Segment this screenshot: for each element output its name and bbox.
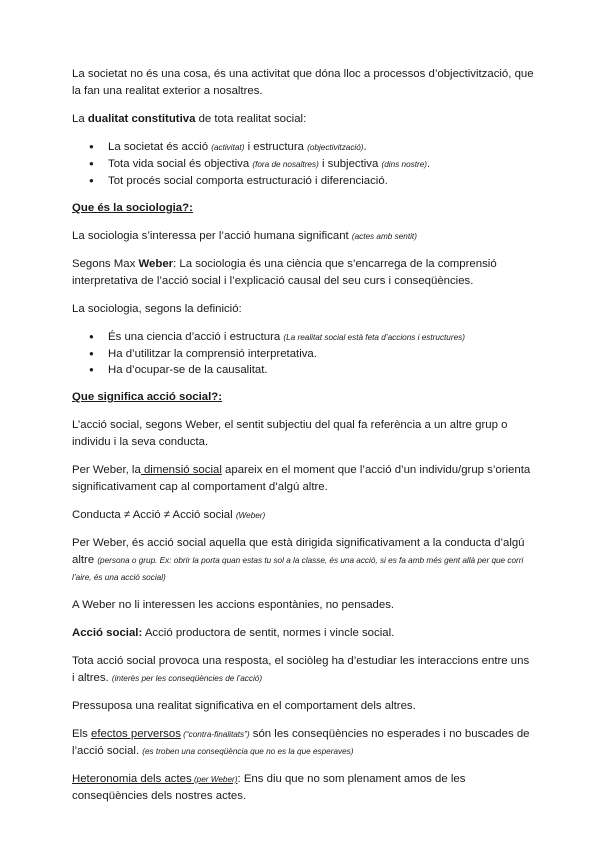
list-dualitat xyxy=(72,139,534,189)
list-item: ● Tot procés social comporta estructuració i diferenciació. xyxy=(108,173,534,189)
document-page xyxy=(72,66,534,816)
list-definicio xyxy=(72,329,534,378)
heading-sociologia: Que és la sociologia?: xyxy=(72,202,193,214)
paragraph-efectos-perversos: Els efectos perversos (“contra-finalitats”) són les conseqüències no esperades i no buscades de l’acció social. (es troben una conseqüència que no es la que esperaves) xyxy=(72,728,530,757)
paragraph-definicio-accio-social: Acció social: Acció productora de sentit, normes i vincle social. xyxy=(72,627,395,639)
bold-weber: Weber xyxy=(138,258,174,270)
paragraph-pressuposa: Pressuposa una realitat significativa en el comportament dels altres. xyxy=(72,700,416,712)
underlined-efectos-perversos: efectos perversos xyxy=(91,728,181,740)
paragraph-definicio: La sociologia, segons la definició: xyxy=(72,303,242,315)
paragraph-societat: La societat no és una cosa, és una activitat que dóna lloc a processos d’objectivització, que la fan una realitat exterior a nosaltres. xyxy=(72,68,534,97)
underlined-heteronomia: Heteronomia dels actes (per Weber) xyxy=(72,773,238,785)
list-item: ● La societat és acció (activitat) i estructura (objectivització). xyxy=(108,139,534,156)
paragraph-conducta: Conducta ≠ Acció ≠ Acció social (Weber) xyxy=(72,509,266,521)
bold-accio-social: Acció social: xyxy=(72,627,143,639)
bold-dualitat: dualitat constitutiva xyxy=(87,113,196,125)
list-item: ● Ha d’ocupar-se de la causalitat. xyxy=(108,362,534,378)
paragraph-weber-definicio: Segons Max Weber: La sociologia és una ciència que s’encarrega de la comprensió interpretativa de l’acció social i l’explicació causal del seu curs i conseqüències. xyxy=(72,258,497,287)
list-item: ● Ha d’utilitzar la comprensió interpretativa. xyxy=(108,346,534,362)
paragraph-dualitat: La dualitat constitutiva de tota realitat social: xyxy=(72,113,307,125)
paragraph-heteronomia: Heteronomia dels actes (per Weber): Ens diu que no som plenament amos de les conseqüències dels nostres actes. xyxy=(72,773,466,802)
list-item: ● Tota vida social és objectiva (fora de nosaltres) i subjectiva (dins nostre). xyxy=(108,156,534,173)
paragraph-interes: La sociologia s’interessa per l’acció humana significant (actes amb sentit) xyxy=(72,230,417,242)
list-item: ● És una ciencia d’acció i estructura (La realitat social està feta d’accions i estructures) xyxy=(108,329,534,346)
paragraph-resposta: Tota acció social provoca una resposta, el sociòleg ha d’estudiar les interaccions entre uns i altres. (interès per les conseqüències de l’acció) xyxy=(72,655,530,684)
paragraph-accio-weber: L’acció social, segons Weber, el sentit subjectiu del qual fa referència a un altre grup o individu i la seva conducta. xyxy=(72,419,508,448)
paragraph-espontanies: A Weber no li interessen les accions espontànies, no pensades. xyxy=(72,599,395,611)
paragraph-dimensio-social: Per Weber, la dimensió social apareix en el moment que l’acció d’un individu/grup s’orienta significativament cap al comportament d’algú altre. xyxy=(72,464,531,493)
underlined-dimensio-social: dimensió social xyxy=(140,464,222,476)
paragraph-accio-dirigida: Per Weber, és acció social aquella que està dirigida significativament a la conducta d’algú altre (persona o grup. Ex: obrir la porta quan estas tu sol a la classe, és una acció, si es fa amb més gent allà per que corri l’aire, és una acció social) xyxy=(72,537,525,582)
heading-accio-social: Que significa acció social?: xyxy=(72,391,223,403)
